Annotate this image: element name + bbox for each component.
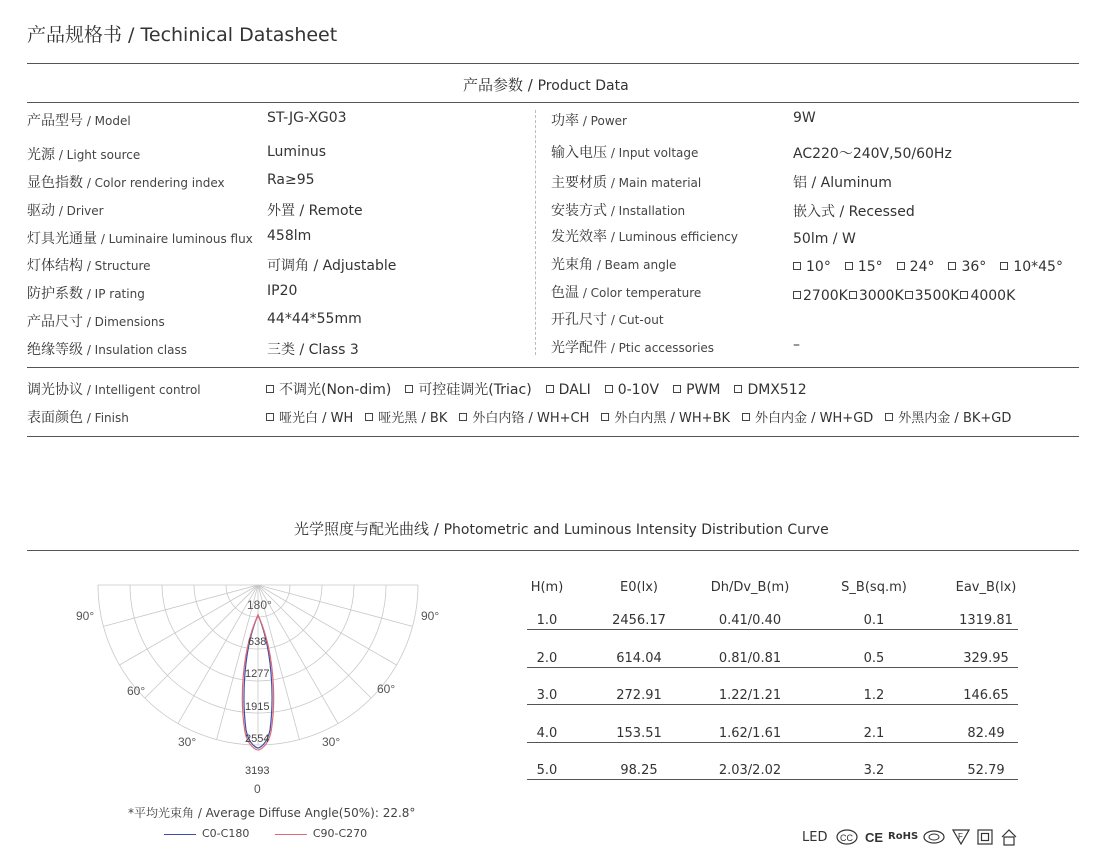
- right-label: [551, 282, 701, 302]
- polar-legend: [164, 827, 367, 840]
- product-data-title-en: Product Data: [537, 78, 629, 94]
- table-row-line: [527, 779, 1018, 780]
- svg-text:CC: CC: [840, 833, 853, 843]
- spec-label-en: Installation: [618, 204, 686, 218]
- separator: /: [55, 148, 67, 162]
- right-label: [551, 226, 738, 246]
- spec-value: 50lm / W: [793, 231, 856, 247]
- spec-label-cn: 功率: [551, 113, 579, 129]
- angle-label-90-right: 90°: [421, 609, 440, 623]
- table-cell: 272.91: [616, 688, 662, 703]
- spec-value: 可调角 / Adjustable: [267, 258, 397, 274]
- table-cell: 614.04: [616, 650, 662, 666]
- option-label: 10*45°: [1013, 259, 1063, 275]
- spec-value: ST-JG-XG03: [267, 110, 347, 126]
- left-label: [27, 144, 140, 164]
- spec-label-en: Luminaire luminous flux: [108, 232, 253, 246]
- checkbox-icon: [793, 262, 801, 270]
- checkbox-icon: [546, 385, 554, 393]
- checkbox-icon: [905, 291, 913, 299]
- right-label: [551, 200, 685, 220]
- table-cell: 2.03/2.02: [718, 763, 782, 778]
- option-label: 3000K: [858, 288, 904, 304]
- spec-label-en: Dimensions: [94, 315, 165, 329]
- checkbox-icon: [1000, 262, 1008, 270]
- left-label: [27, 172, 225, 192]
- ring-label: 3193: [245, 765, 270, 777]
- spec-label-en: Luminous efficiency: [618, 230, 738, 244]
- spec-value: 铝 / Aluminum: [793, 175, 892, 191]
- checkbox-icon: [266, 413, 274, 421]
- finish-label-cn: 表面颜色: [27, 410, 83, 426]
- angle-label-30-left: 30°: [178, 735, 197, 749]
- table-cell: 0.1: [863, 613, 885, 628]
- table-cell: 1.62/1.61: [718, 725, 782, 741]
- polar-spoke: [258, 585, 397, 665]
- spec-label-en: Structure: [94, 259, 151, 273]
- beam-angle-note: *平均光束角 / Average Diffuse Angle(50%): 22.8°: [128, 806, 416, 820]
- finish-options: [266, 407, 1023, 426]
- table-row-line: [527, 704, 1018, 705]
- ring-label: 2554: [245, 733, 270, 745]
- left-label: [27, 283, 145, 303]
- table-cell: 1319.81: [959, 613, 1013, 628]
- right-label: [551, 172, 701, 192]
- option-checkbox[interactable]: [897, 259, 935, 275]
- right-label: [551, 337, 714, 357]
- angle-label-0: 0: [254, 782, 261, 796]
- option-checkbox[interactable]: [546, 382, 591, 398]
- separator: /: [593, 258, 605, 272]
- checkbox-icon: [459, 413, 467, 421]
- finish-label: 表面颜色 / Finish: [27, 410, 129, 426]
- option-label: 外白内金 / WH+GD: [755, 411, 874, 426]
- option-label: 3500K: [914, 288, 960, 304]
- option-label: 15°: [857, 259, 883, 275]
- table-header: E0(lx): [620, 580, 658, 595]
- ring-label: 1915: [245, 701, 270, 713]
- option-label: 24°: [909, 259, 935, 275]
- cqc-icon: [923, 830, 945, 844]
- option-label: 10°: [806, 259, 831, 275]
- spec-value: 44*44*55mm: [267, 311, 362, 327]
- option-checkbox[interactable]: [673, 382, 720, 398]
- spec-label-cn: 发光效率: [551, 229, 607, 245]
- spec-label-en: IP rating: [94, 287, 145, 301]
- table-header: S_B(sq.m): [841, 580, 907, 595]
- option-checkbox[interactable]: [849, 288, 904, 304]
- legend-line-c0: [164, 834, 196, 835]
- table-header: H(m): [530, 580, 564, 595]
- option-checkbox[interactable]: [266, 410, 353, 426]
- separator: /: [607, 204, 619, 218]
- spec-label-cn: 输入电压: [551, 145, 607, 161]
- polar-spoke: [258, 585, 413, 626]
- polar-spoke: [258, 585, 371, 698]
- option-label: 哑光黑 / BK: [378, 411, 448, 426]
- spec-value: 458lm: [267, 228, 312, 244]
- divider: [27, 102, 1079, 103]
- ce-icon: [864, 829, 884, 845]
- indoor-use-icon: [1000, 828, 1018, 846]
- spec-value: 嵌入式 / Recessed: [793, 204, 915, 220]
- table-row-line: [527, 629, 1018, 630]
- product-data-title: 产品参数 / Product Data: [463, 76, 629, 94]
- table-cell: 153.51: [616, 725, 662, 741]
- option-label: 可控硅调光(Triac): [418, 382, 532, 398]
- photometric-title: 光学照度与配光曲线 / Photometric and Luminous Intensity Distribution Curve: [294, 520, 829, 538]
- spec-options: [793, 259, 1077, 275]
- legend-label-c90: C90-C270: [312, 827, 368, 840]
- checkbox-icon: [605, 385, 613, 393]
- table-cell: 0.81/0.81: [718, 650, 782, 666]
- option-checkbox[interactable]: [365, 410, 447, 426]
- spec-label-cn: 灯具光通量: [27, 231, 97, 247]
- table-cell: 2456.17: [612, 613, 666, 628]
- option-checkbox[interactable]: [885, 410, 1011, 426]
- option-checkbox[interactable]: [742, 410, 873, 426]
- control-label: 调光协议 / Intelligent control: [27, 382, 201, 398]
- led-mark: LED: [802, 830, 828, 845]
- option-checkbox[interactable]: [793, 288, 848, 304]
- divider: [27, 436, 1079, 437]
- left-label: [27, 339, 187, 359]
- polar-spoke: [103, 585, 258, 626]
- checkbox-icon: [601, 413, 609, 421]
- spec-label-cn: 防护系数: [27, 286, 83, 302]
- separator: /: [83, 287, 95, 301]
- checkbox-icon: [734, 385, 742, 393]
- polar-spoke: [119, 585, 258, 665]
- control-options: [266, 379, 821, 399]
- table-cell: 82.49: [967, 725, 1005, 741]
- checkbox-icon: [849, 291, 857, 299]
- left-label: [27, 255, 151, 275]
- separator: /: [55, 204, 67, 218]
- spec-label-cn: 主要材质: [551, 175, 607, 191]
- right-label: [551, 110, 627, 130]
- spec-label-en: Beam angle: [604, 258, 677, 272]
- checkbox-icon: [793, 291, 801, 299]
- checkbox-icon: [845, 262, 853, 270]
- angle-label-60-left: 60°: [127, 684, 146, 698]
- separator: /: [607, 313, 619, 327]
- svg-text:F: F: [958, 832, 963, 841]
- option-checkbox[interactable]: [405, 382, 531, 398]
- checkbox-icon: [405, 385, 413, 393]
- angle-label-60-right: 60°: [377, 682, 396, 696]
- spec-value: Ra≥95: [267, 172, 315, 188]
- spec-label-cn: 驱动: [27, 203, 55, 219]
- spec-label-cn: 光学配件: [551, 340, 607, 356]
- product-data-title-cn: 产品参数: [463, 76, 524, 94]
- spec-label-cn: 产品尺寸: [27, 314, 83, 330]
- separator: /: [607, 341, 619, 355]
- spec-label-en: Input voltage: [618, 146, 699, 160]
- spec-label-en: Light source: [66, 148, 141, 162]
- spec-label-en: Main material: [618, 176, 702, 190]
- class-ii-icon: [977, 829, 993, 845]
- ring-label: 638: [248, 636, 267, 648]
- table-cell: 0.41/0.40: [718, 613, 782, 628]
- table-cell: 2.0: [536, 650, 558, 666]
- option-checkbox[interactable]: [845, 259, 883, 275]
- option-label: 4000K: [970, 288, 1016, 304]
- checkbox-icon: [948, 262, 956, 270]
- divider: [27, 367, 1079, 368]
- angle-label-90-left: 90°: [76, 609, 95, 623]
- table-cell: 3.0: [536, 688, 558, 703]
- spec-label-cn: 光束角: [551, 257, 593, 273]
- divider: [27, 63, 1079, 64]
- polar-spoke: [145, 585, 258, 698]
- spec-label-cn: 光源: [27, 147, 55, 163]
- separator: /: [607, 176, 619, 190]
- spec-label-en: Cut-out: [618, 313, 664, 327]
- option-label: 外白内黑 / WH+BK: [614, 411, 731, 426]
- option-label: 外黑内金 / BK+GD: [898, 411, 1012, 426]
- spec-options: [793, 288, 1016, 304]
- spec-label-en: Color rendering index: [94, 176, 225, 190]
- separator: /: [83, 259, 95, 273]
- separator: /: [83, 114, 95, 128]
- table-cell: 1.2: [863, 688, 885, 703]
- option-label: 外白内铬 / WH+CH: [472, 411, 590, 426]
- ring-label: 1277: [245, 668, 270, 680]
- spec-value: AC220～240V,50/60Hz: [793, 146, 952, 162]
- option-label: 0-10V: [617, 382, 660, 398]
- checkbox-icon: [742, 413, 750, 421]
- table-cell: 52.79: [967, 763, 1005, 778]
- checkbox-icon: [897, 262, 905, 270]
- option-label: 36°: [961, 259, 987, 275]
- column-divider: [535, 110, 536, 355]
- right-label: [551, 309, 664, 329]
- left-label: [27, 228, 253, 248]
- left-label: [27, 110, 131, 130]
- table-header: Dh/Dv_B(m): [710, 580, 790, 595]
- photometric-title-en: Photometric and Luminous Intensity Distribution Curve: [443, 522, 829, 538]
- option-checkbox[interactable]: [905, 288, 960, 304]
- option-label: DALI: [558, 382, 591, 398]
- separator: /: [579, 114, 591, 128]
- table-cell: 329.95: [963, 650, 1009, 666]
- control-label-en: Intelligent control: [94, 383, 201, 397]
- separator: /: [83, 343, 95, 357]
- option-checkbox[interactable]: [266, 382, 391, 398]
- angle-label-30-right: 30°: [322, 735, 341, 749]
- separator: /: [97, 232, 109, 246]
- table-cell: 4.0: [536, 725, 558, 741]
- option-checkbox[interactable]: [601, 410, 730, 426]
- spec-value: 三类 / Class 3: [267, 342, 359, 358]
- rohs-mark: RoHS: [888, 831, 919, 842]
- page-title-cn: 产品规格书: [27, 24, 123, 46]
- checkbox-icon: [960, 291, 968, 299]
- spec-value: IP20: [267, 283, 298, 299]
- page-title: 产品规格书 / Techinical Datasheet: [27, 24, 338, 46]
- option-label: 哑光白 / WH: [279, 411, 354, 426]
- spec-label-cn: 色温: [551, 285, 579, 301]
- spec-label-en: Driver: [66, 204, 104, 218]
- checkbox-icon: [365, 413, 373, 421]
- option-label: PWM: [686, 382, 721, 398]
- spec-value: 9W: [793, 110, 816, 126]
- control-label-cn: 调光协议: [27, 382, 83, 398]
- divider: [27, 550, 1079, 551]
- spec-label-cn: 绝缘等级: [27, 342, 83, 358]
- option-checkbox[interactable]: [960, 288, 1015, 304]
- table-cell: 98.25: [620, 763, 658, 778]
- spec-label-cn: 灯体结构: [27, 258, 83, 274]
- spec-label-cn: 开孔尺寸: [551, 312, 607, 328]
- separator: /: [579, 286, 591, 300]
- left-label: [27, 311, 165, 331]
- separator: /: [607, 146, 619, 160]
- right-label: [551, 142, 698, 162]
- f-mark-icon: [952, 829, 970, 845]
- checkbox-icon: [885, 413, 893, 421]
- separator: /: [607, 230, 619, 244]
- option-label: 不调光(Non-dim): [279, 382, 392, 398]
- separator: /: [83, 315, 95, 329]
- spec-label-en: Insulation class: [94, 343, 187, 357]
- legend-line-c90: [275, 834, 307, 835]
- option-checkbox[interactable]: [459, 410, 589, 426]
- photometric-title-cn: 光学照度与配光曲线: [294, 520, 430, 538]
- table-cell: 1.0: [536, 613, 558, 628]
- table-cell: 0.5: [863, 650, 885, 666]
- page-title-en: Techinical Datasheet: [140, 24, 338, 46]
- right-label: [551, 254, 676, 274]
- option-checkbox[interactable]: [734, 382, 806, 398]
- table-cell: 5.0: [536, 763, 558, 778]
- left-label: [27, 200, 104, 220]
- table-cell: 146.65: [963, 688, 1009, 703]
- spec-label-en: Power: [590, 114, 627, 128]
- separator: /: [83, 176, 95, 190]
- spec-value: –: [793, 337, 800, 353]
- spec-label-en: Color temperature: [590, 286, 702, 300]
- option-label: 2700K: [803, 288, 848, 304]
- table-cell: 3.2: [863, 763, 885, 778]
- checkbox-icon: [266, 385, 274, 393]
- legend-label-c0: C0-C180: [202, 827, 250, 840]
- option-checkbox[interactable]: [948, 259, 986, 275]
- option-checkbox[interactable]: [605, 382, 659, 398]
- finish-label-en: Finish: [94, 411, 129, 425]
- checkbox-icon: [673, 385, 681, 393]
- table-cell: 2.1: [863, 725, 885, 741]
- table-row-line: [527, 742, 1018, 743]
- table-cell: 1.22/1.21: [718, 688, 782, 703]
- ccc-icon: [836, 829, 858, 845]
- spec-label-en: Model: [94, 114, 131, 128]
- spec-label-en: Ptic accessories: [618, 341, 715, 355]
- spec-value: 外置 / Remote: [267, 203, 363, 219]
- spec-label-cn: 显色指数: [27, 175, 83, 191]
- spec-value: Luminus: [267, 144, 326, 160]
- spec-label-cn: 产品型号: [27, 113, 83, 129]
- option-label: DMX512: [747, 382, 807, 398]
- option-checkbox[interactable]: [1000, 259, 1063, 275]
- spec-label-cn: 安装方式: [551, 203, 607, 219]
- option-checkbox[interactable]: [793, 259, 831, 275]
- table-header: Eav_B(lx): [955, 580, 1017, 595]
- svg-text:CE: CE: [865, 830, 884, 845]
- table-row-line: [527, 667, 1018, 668]
- angle-label-180: 180°: [247, 598, 272, 612]
